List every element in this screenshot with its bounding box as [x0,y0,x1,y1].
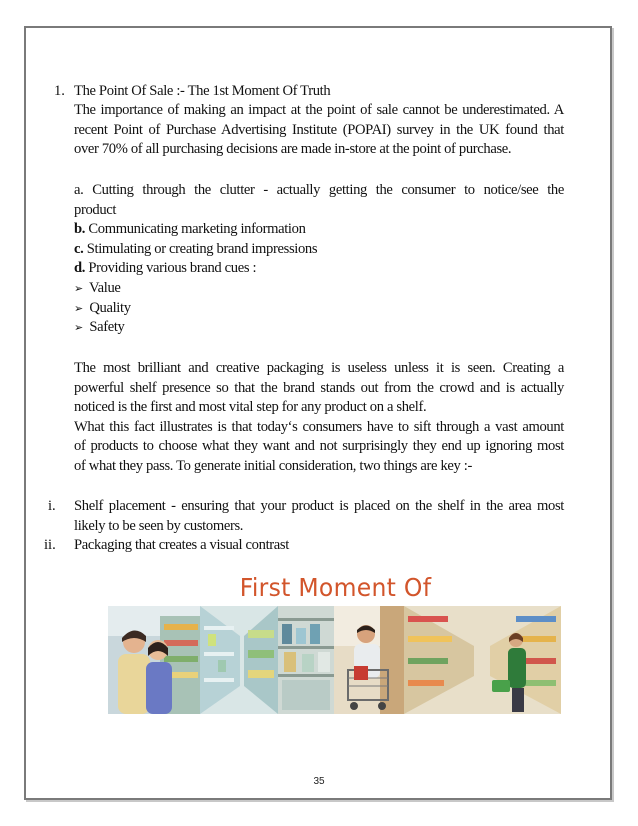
roman-item-line: Packaging that creates a visual contrast [74,537,289,553]
photo-man-with-cart [334,606,404,714]
paragraph-line: The most brilliant and creative packaging is useless unless it is seen. Creating a [74,360,564,376]
cue-item [74,299,564,319]
paragraph-line: powerful shelf presence so that the brand stands out from the crowd and is actually [74,379,564,396]
roman-item [74,497,564,536]
paragraph-line: of products to choose what they want and not surprisingly they end up ignoring most [74,438,564,455]
paragraph-line: of what they pass. To generate initial consideration, two things are key :- [74,457,472,474]
photo-freezer-aisle [200,606,278,714]
cue-item [74,279,564,299]
arrow-bullet-icon: ➢ [74,321,83,335]
roman-numeral: ii. [44,537,56,553]
paragraph-line: What this fact illustrates is that today‘s consumers have to sift through a vast amount [74,418,564,435]
intro-line: The importance of making an impact at the point of sale cannot be underestimated. A [74,102,564,118]
point-d-text: Providing various brand cues : [85,260,257,277]
intro-line: over 70% of all purchasing decisions are made in-store at the point of purchase. [74,141,512,158]
point-c-label: c. [74,240,84,257]
arrow-bullet-icon: ➢ [74,301,83,315]
point-a-line: a. Cutting through the clutter - actually getting the consumer to notice/see the [74,182,564,198]
heading-number: 1. [54,83,65,99]
cue-item [74,318,564,338]
point-a-line: product [74,201,117,218]
page-number: 35 [313,776,325,787]
roman-item-line: Shelf placement - ensuring that your product is placed on the shelf in the area most [74,498,564,514]
body-paragraph [74,359,564,477]
arrow-bullet-icon: ➢ [74,281,83,295]
roman-item-line: likely to be seen by customers. [74,517,244,534]
point-b-text: Communicating marketing information [85,221,306,238]
photo-woman-in-aisle [404,606,561,714]
point-b [74,220,564,240]
photo-couple-shopping [108,606,200,714]
roman-numeral: i. [48,498,56,514]
first-moment-of-truth-banner [108,572,561,714]
banner-title: First Moment Of [239,573,432,602]
cue-label: Safety [89,319,125,336]
intro-paragraph [74,101,564,160]
cue-label: Quality [89,299,131,316]
intro-line: recent Point of Purchase Advertising Institute (POPAI) survey in the UK found that [74,121,564,138]
paragraph-line: noticed is the first and most vital step for any product on a shelf. [74,399,427,416]
point-d [74,259,564,279]
heading-text: The Point Of Sale :- The 1st Moment Of Truth [74,83,331,99]
points-list [74,181,564,338]
point-c-text: Stimulating or creating brand impressions [83,240,318,257]
point-d-label: d. [74,260,86,277]
point-c [74,240,564,260]
point-b-label: b. [74,221,86,238]
photo-shelves [278,606,334,714]
cue-label: Value [89,279,121,296]
